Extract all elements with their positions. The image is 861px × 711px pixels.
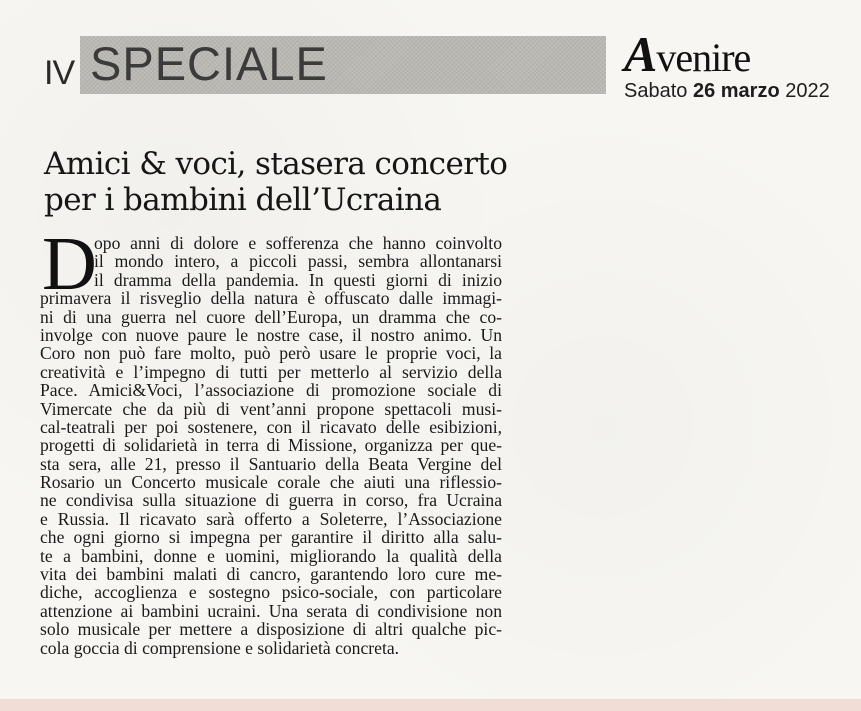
- article-body: [40, 222, 502, 658]
- issue-date: [624, 80, 834, 102]
- date-year: 2022: [785, 80, 830, 102]
- body-line: che ogni giorno si impegna per garantire il diritto alla salu-: [40, 527, 502, 548]
- body-line: cola goccia di comprensione e solidarietà concreta.: [40, 637, 400, 658]
- body-line: Rosario un Concerto musicale corale che aiuti una riflessio-: [40, 472, 502, 493]
- body-line: te a bambini, donne e uomini, migliorando la qualità della: [40, 545, 502, 566]
- body-line: sta sera, alle 21, presso il Santuario della Beata Vergine del: [40, 453, 502, 474]
- body-line: attenzione ai bambini ucraini. Una serata di condivisione non: [40, 600, 502, 621]
- newspaper-logo: [624, 26, 834, 82]
- body-line: diche, accoglienza e sostegno psico-sociale, con particolare: [40, 582, 502, 603]
- body-line: il dramma della pandemia. In questi giorni di inizio: [94, 269, 502, 290]
- section-title: SPECIALE: [90, 37, 328, 90]
- headline-line: Amici & voci, stasera concerto: [44, 146, 508, 182]
- masthead: [624, 26, 834, 102]
- body-line: primavera il risveglio della natura è offuscato dalle immagi-: [40, 288, 502, 309]
- headline-line: per i bambini dell’Ucraina: [44, 182, 442, 218]
- logo-rest: venire: [656, 35, 751, 80]
- date-day: Sabato: [624, 80, 688, 102]
- body-line: involge con nuove paure le nostre case, il nostro animo. Un: [40, 324, 502, 345]
- body-line: progetti di solidarietà in terra di Missione, organizza per que-: [40, 435, 502, 456]
- body-line: il mondo intero, a piccoli passi, sembra allontanarsi: [94, 251, 502, 272]
- body-line: e Russia. Il ricavato sarà offerto a Soleterre, l’Associazione: [40, 508, 502, 529]
- body-line: ni di una guerra nel cuore dell’Europa, un dramma che co-: [40, 306, 502, 327]
- body-line: solo musicale per mettere a disposizione di altri qualche pic-: [40, 619, 502, 640]
- body-line: ne condivisa sulla situazione di guerra in corso, fra Ucraina: [40, 490, 502, 511]
- drop-cap: D: [42, 222, 97, 306]
- date-day-month: 26 marzo: [692, 80, 780, 102]
- logo-initial: A: [624, 26, 657, 82]
- body-line: opo anni di dolore e sofferenza che hanno coinvolto: [94, 233, 502, 253]
- article-headline: [44, 146, 524, 218]
- body-line: Coro non può fare molto, può però usare le proprie voci, la: [40, 343, 502, 364]
- body-line: creatività e l’impegno di tutti per metterlo al servizio della: [40, 361, 502, 382]
- page-number: IV: [44, 54, 75, 92]
- body-line: cal-teatrali per poi sostenere, con il ricavato delle esibizioni,: [40, 416, 502, 437]
- body-line: vita dei bambini malati di cancro, garantendo loro cure me-: [40, 564, 502, 585]
- body-line: Pace. Amici&Voci, l’associazione di promozione sociale di: [40, 380, 502, 401]
- body-line: Vimercate che da più di vent’anni propone spettacoli musi-: [40, 398, 502, 419]
- page-bottom-edge: [0, 699, 861, 711]
